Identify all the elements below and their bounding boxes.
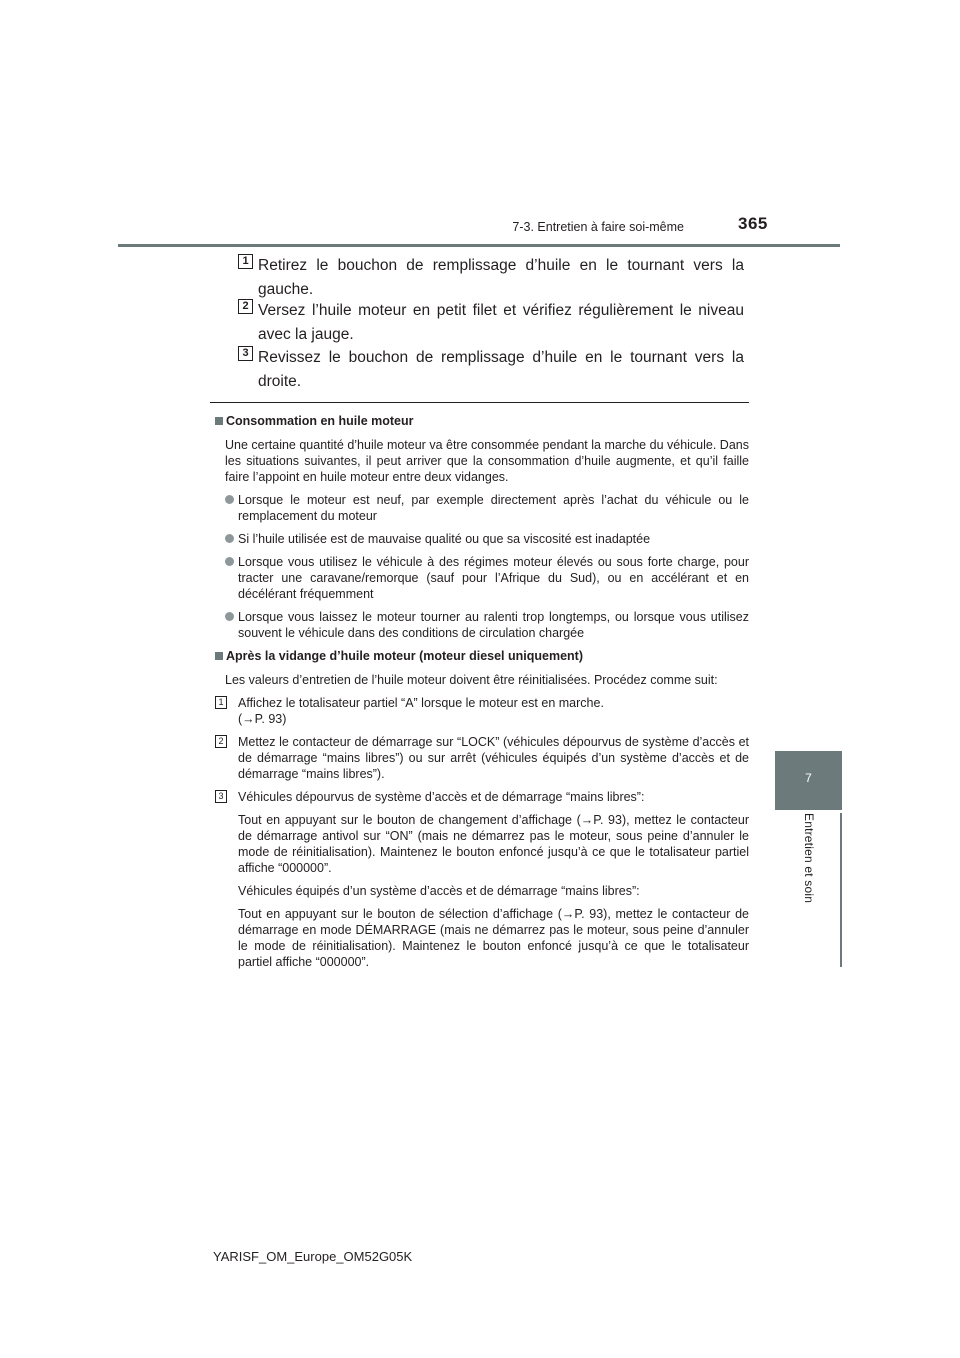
step-number-badge: 2 bbox=[215, 735, 227, 748]
section-divider bbox=[210, 402, 749, 403]
sub-step-3 bbox=[215, 789, 749, 805]
bullet-icon bbox=[225, 495, 234, 504]
chapter-number: 7 bbox=[805, 771, 812, 785]
step-number-badge: 1 bbox=[215, 696, 227, 709]
header-divider bbox=[118, 244, 840, 247]
paragraph: Véhicules équipés d’un système d’accès et de démarrage “mains libres”: bbox=[238, 884, 640, 898]
paragraph: Une certaine quantité d’huile moteur va être consommée pendant la marche du véhicule. Dans les situations suivantes, il peut arriver que la consommation d’huile augmente, et qu’il faille faire l’appoint en huile moteur entre deux vidanges. bbox=[225, 438, 749, 484]
step-number-badge: 3 bbox=[215, 790, 227, 803]
step-text: Versez l’huile moteur en petit filet et vérifiez régulièrement le niveau avec la jauge. bbox=[258, 302, 744, 343]
square-bullet-icon bbox=[215, 417, 223, 425]
list-item bbox=[215, 492, 749, 524]
step-number-badge: 3 bbox=[238, 346, 253, 361]
page-number: 365 bbox=[738, 214, 768, 233]
section-heading bbox=[215, 648, 749, 664]
step-text: Revissez le bouchon de remplissage d’huile en le tournant vers la droite. bbox=[258, 349, 744, 390]
step-text: Véhicules dépourvus de système d’accès et de démarrage “mains libres”: bbox=[238, 790, 645, 804]
list-item-text: Lorsque vous utilisez le véhicule à des régimes moteur élevés ou sous forte charge, pour tracter une caravane/remorque (sauf pour l’Afrique du Sud), ou en accélérant et en décélérant fréquemment bbox=[238, 555, 749, 601]
paragraph: Tout en appuyant sur le bouton de changement d’affichage (→P. 93), mettez le contacteur de démarrage antivol sur “ON” (mais ne démarrez pas le moteur, sous peine d’annuler le mode de réinitialisation). Maintenez le bouton enfoncé jusqu’à ce que le totalisateur partiel affiche “000000”. bbox=[238, 813, 749, 875]
chapter-title: Entretien et soin bbox=[802, 813, 816, 904]
list-item-text: Lorsque vous laissez le moteur tourner au ralenti trop longtemps, ou lorsque vous utilisez souvent le véhicule dans des conditions de circulation chargée bbox=[238, 610, 749, 640]
list-item bbox=[215, 609, 749, 641]
list-item bbox=[215, 554, 749, 602]
chapter-divider bbox=[840, 813, 842, 967]
section-heading bbox=[215, 413, 749, 429]
list-item-text: Lorsque le moteur est neuf, par exemple directement après l’achat du véhicule ou le remplacement du moteur bbox=[238, 493, 749, 523]
paragraph: Les valeurs d’entretien de l’huile moteur doivent être réinitialisées. Procédez comme suit: bbox=[225, 673, 718, 687]
square-bullet-icon bbox=[215, 652, 223, 660]
bullet-icon bbox=[225, 612, 234, 621]
bullet-icon bbox=[225, 534, 234, 543]
bullet-icon bbox=[225, 557, 234, 566]
paragraph: Tout en appuyant sur le bouton de sélection d’affichage (→P. 93), mettez le contacteur de démarrage en mode DÉMARRAGE (mais ne démarrez pas le moteur, sous peine d’annuler le mode de réinitialisation). Maintenez le bouton enfoncé jusqu’à ce que le totalisateur partiel affiche “000000”. bbox=[238, 907, 749, 969]
document-code: YARISF_OM_Europe_OM52G05K bbox=[213, 1249, 413, 1264]
step-number-badge: 2 bbox=[238, 299, 253, 314]
heading-text: Après la vidange d’huile moteur (moteur diesel uniquement) bbox=[226, 649, 584, 663]
list-item bbox=[215, 531, 749, 547]
chapter-tab bbox=[775, 751, 842, 810]
heading-text: Consommation en huile moteur bbox=[226, 414, 414, 428]
section-title: 7-3. Entretien à faire soi-même bbox=[512, 220, 684, 234]
step-text: Mettez le contacteur de démarrage sur “LOCK” (véhicules dépourvus de système d’accès et de démarrage “mains libres”) ou sur arrêt (véhicules équipés d’un système d’accès et de démarrage “mains libres”). bbox=[238, 735, 749, 781]
sub-step-2 bbox=[215, 734, 749, 782]
notes-content bbox=[215, 413, 749, 977]
list-item-text: Si l’huile utilisée est de mauvaise qualité ou que sa viscosité est inadaptée bbox=[238, 532, 651, 546]
step-text: Affichez le totalisateur partiel “A” lorsque le moteur est en marche. bbox=[238, 696, 604, 710]
page-reference: (→P. 93) bbox=[238, 712, 287, 726]
step-number-badge: 1 bbox=[238, 254, 253, 269]
step-text: Retirez le bouchon de remplissage d’huile en le tournant vers la gauche. bbox=[258, 257, 744, 298]
sub-step-1 bbox=[215, 695, 749, 727]
